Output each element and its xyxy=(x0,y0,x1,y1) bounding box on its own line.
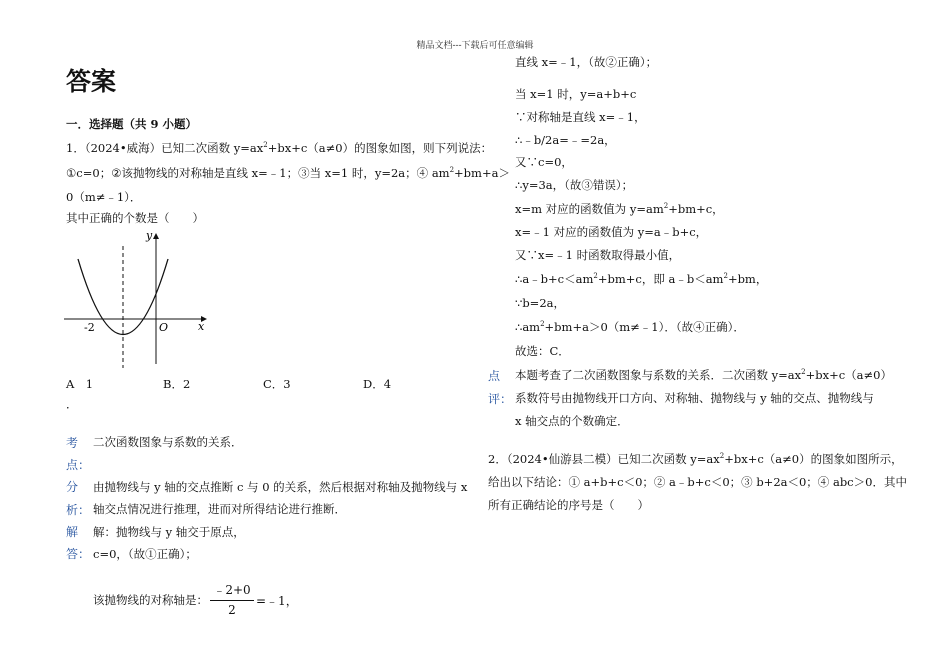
dianping-line-1: 本题考查了二次函数图象与系数的关系．二次函数 $y=ax^2+bx+c(a\ne 0)$ xyxy=(515,368,892,382)
right-line-1: 直线 x=﹣1，（故②正确）； xyxy=(515,55,658,69)
kaodian-tag-1: 考 xyxy=(66,436,79,450)
page-header: 精品文档---下载后可任意编辑 xyxy=(416,41,534,51)
option-d: D．4 xyxy=(363,377,392,391)
q1-line3: 0（m≠﹣1）． xyxy=(66,190,142,204)
dianping-line-2: 系数符号由抛物线开口方向、对称轴、抛物线与 y 轴的交点、抛物线与 xyxy=(515,391,874,405)
dianping-line-3: x 轴交点的个数确定． xyxy=(515,414,629,428)
x-axis-label: x xyxy=(198,320,205,333)
kaodian-text: 二次函数图象与系数的关系． xyxy=(93,435,243,449)
right-line-10: $\therefore a﹣b+c<am^2+bm+c$，即 $a﹣b<am^2+bm$， xyxy=(515,272,768,286)
dianping-tag-2: 评： xyxy=(488,392,513,406)
y-axis-label: y xyxy=(146,229,153,242)
right-line-13: 故选：C． xyxy=(515,344,570,358)
q1-line2: ①c=0；②该抛物线的对称轴是直线 x=﹣1；③当 x=1 时，y=2a；④ $am^2+bm+a>$ xyxy=(66,166,510,180)
jieda-tag-1: 解 xyxy=(66,525,79,539)
right-line-12: $\therefore am^2+bm+a>0(m\ne﹣1)$．（故④正确）． xyxy=(515,320,745,334)
origin-label: O xyxy=(159,321,169,334)
right-line-5: 又∵c=0， xyxy=(515,155,573,169)
right-line-6: ∴y=3a，（故③错误）； xyxy=(515,178,634,192)
section-title: 一．选择题（共 9 小题） xyxy=(66,117,198,131)
q2-line3: 所有正确结论的序号是（ ） xyxy=(488,498,649,512)
q2-line1: 2．（2024•仙游县二模）已知二次函数 $y=ax^2+bx+c(a\ne 0)$的图象如图所示， xyxy=(488,452,903,466)
fraction xyxy=(210,581,254,617)
fenxi-line-2: 轴交点情况进行推理，进而对所得结论进行推断． xyxy=(93,502,346,516)
tick-label-minus2: -2 xyxy=(84,321,95,334)
jieda-line-1: 解：抛物线与 y 轴交于原点， xyxy=(93,525,245,539)
right-line-9: 又∵x=﹣1 时函数取得最小值， xyxy=(515,248,681,262)
option-a: A 1 xyxy=(66,377,94,391)
fenxi-tag-2: 析： xyxy=(66,503,91,517)
right-line-7: x=m 对应的函数值为 $y=am^2+bm+c$， xyxy=(515,202,724,216)
fraction-numerator: ﹣2+0 xyxy=(210,581,254,601)
dianping-tag-1: 点 xyxy=(488,369,501,383)
right-line-8: x=﹣1 对应的函数值为 y=a﹣b+c， xyxy=(515,225,708,239)
right-line-3: ∵对称轴是直线 x=﹣1， xyxy=(515,110,646,124)
page-title: 答案 xyxy=(66,67,117,96)
right-line-11: ∵b=2a， xyxy=(515,296,565,310)
q2-line2: 给出以下结论：① a+b+c＜0；② a﹣b+c＜0；③ b+2a＜0；④ abc＞0．其中 xyxy=(488,475,907,489)
option-c: C．3 xyxy=(263,377,291,391)
option-b: B．2 xyxy=(163,377,191,391)
fraction-result: =﹣1， xyxy=(256,594,298,608)
fenxi-tag-1: 分 xyxy=(66,480,79,494)
q1-dot: ． xyxy=(66,397,78,411)
q1-line4: 其中正确的个数是（ ） xyxy=(66,211,204,225)
q1-line1: 1．（2024•威海）已知二次函数 $y=ax^2+bx+c(a\ne 0)$的图象如图，则下列说法： xyxy=(66,141,493,155)
fraction-denominator: 2 xyxy=(228,603,236,617)
right-line-4: ∴﹣b/2a=﹣=2a， xyxy=(515,133,616,147)
jieda-line-2: c=0，（故①正确）； xyxy=(93,547,197,561)
fenxi-line-1: 由抛物线与 y 轴的交点推断 c 与 0 的关系，然后根据对称轴及抛物线与 x xyxy=(93,480,468,494)
parabola-graph xyxy=(60,228,220,368)
kaodian-tag-2: 点： xyxy=(66,458,91,472)
axis-text: 该抛物线的对称轴是： xyxy=(93,593,208,607)
jieda-tag-2: 答： xyxy=(66,547,91,561)
right-line-2: 当 x=1 时，y=a+b+c xyxy=(515,87,637,101)
